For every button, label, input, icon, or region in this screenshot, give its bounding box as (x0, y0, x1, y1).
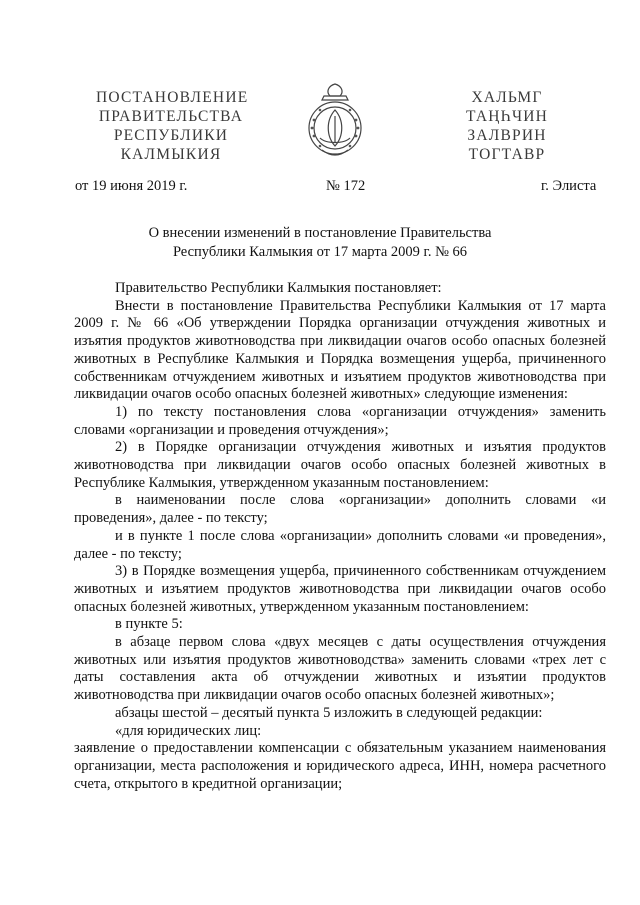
document-city: г. Элиста (541, 178, 597, 194)
coat-of-arms-emblem-icon (302, 80, 368, 166)
header-left-block (96, 88, 249, 164)
paragraph: Внести в постановление Правительства Республики Калмыкия от 17 марта 2009 г. № 66 «Об утверждении Порядка организации отчуждения животных и изъятия продуктов животноводства при ликвидации очагов особо опасных болезней животных в Республике Калмыкия и Порядка возмещения ущерба, причиненного собственникам отчуждением животных и изъятием продуктов животноводства при ликвидации очагов особо опасных болезней животных» следующие изменения: (74, 297, 606, 403)
header-right-line: ЗАЛВРИН (467, 127, 547, 144)
paragraph: 3) в Порядке возмещения ущерба, причиненного собственникам отчуждением животных и изъятием продуктов животноводства при ликвидации очагов особо опасных болезней животных, утвержденном указанным постановлением: (74, 563, 606, 615)
document-body (74, 280, 606, 793)
document-number: № 172 (326, 178, 366, 194)
paragraph: 2) в Порядке организации отчуждения животных и изъятия продуктов животноводства при ликвидации очагов особо опасных болезней животных в Республике Калмыкия, утвержденном указанным постановлением: (74, 439, 606, 491)
header-right-line: ХАЛЬМГ (471, 89, 543, 106)
header-left-line: КАЛМЫКИЯ (120, 146, 222, 163)
title-line-2: Республики Калмыкия от 17 марта 2009 г. № 66 (172, 244, 468, 260)
paragraph: и в пункте 1 после слова «организации» дополнить словами «и проведения», далее - по тексту; (74, 527, 606, 562)
document-title (100, 224, 540, 262)
paragraph: в пункте 5: (115, 616, 183, 633)
header-left-line: РЕСПУБЛИКИ (113, 127, 229, 144)
header-left-line: ПРАВИТЕЛЬСТВА (98, 108, 244, 125)
paragraph: Правительство Республики Калмыкия постановляет: (115, 280, 442, 296)
paragraph: в абзаце первом слова «двух месяцев с даты осуществления отчуждения животных или изъятия продуктов животноводства» заменить словами «трех лет с даты составления акта об отчуждении животных и изъятии продуктов животноводства при ликвидации очагов особо опасных болезней животных»; (74, 634, 606, 704)
header-right-line: ТОГТАВР (468, 146, 546, 163)
header-right-block (452, 88, 562, 164)
paragraph: в наименовании после слова «организации» дополнить словами «и проведения», далее - по тексту; (74, 492, 606, 527)
paragraph: заявление о предоставлении компенсации с обязательным указанием наименования организации, места расположения и юридического адреса, ИНН, номера расчетного счета, открытого в кредитной организации; (74, 740, 606, 792)
paragraph: 1) по тексту постановления слова «организации отчуждения» заменить словами «организации и проведения отчуждения»; (74, 403, 606, 438)
paragraph: абзацы шестой – десятый пункта 5 изложить в следующей редакции: (115, 704, 543, 721)
header-right-line: ТАҢҺЧИН (465, 108, 549, 125)
title-line-1: О внесении изменений в постановление Правительства (148, 225, 492, 241)
header-left-line: ПОСТАНОВЛЕНИЕ (96, 89, 249, 106)
paragraph: «для юридических лиц: (115, 722, 262, 739)
document-date: от 19 июня 2019 г. (75, 178, 188, 194)
